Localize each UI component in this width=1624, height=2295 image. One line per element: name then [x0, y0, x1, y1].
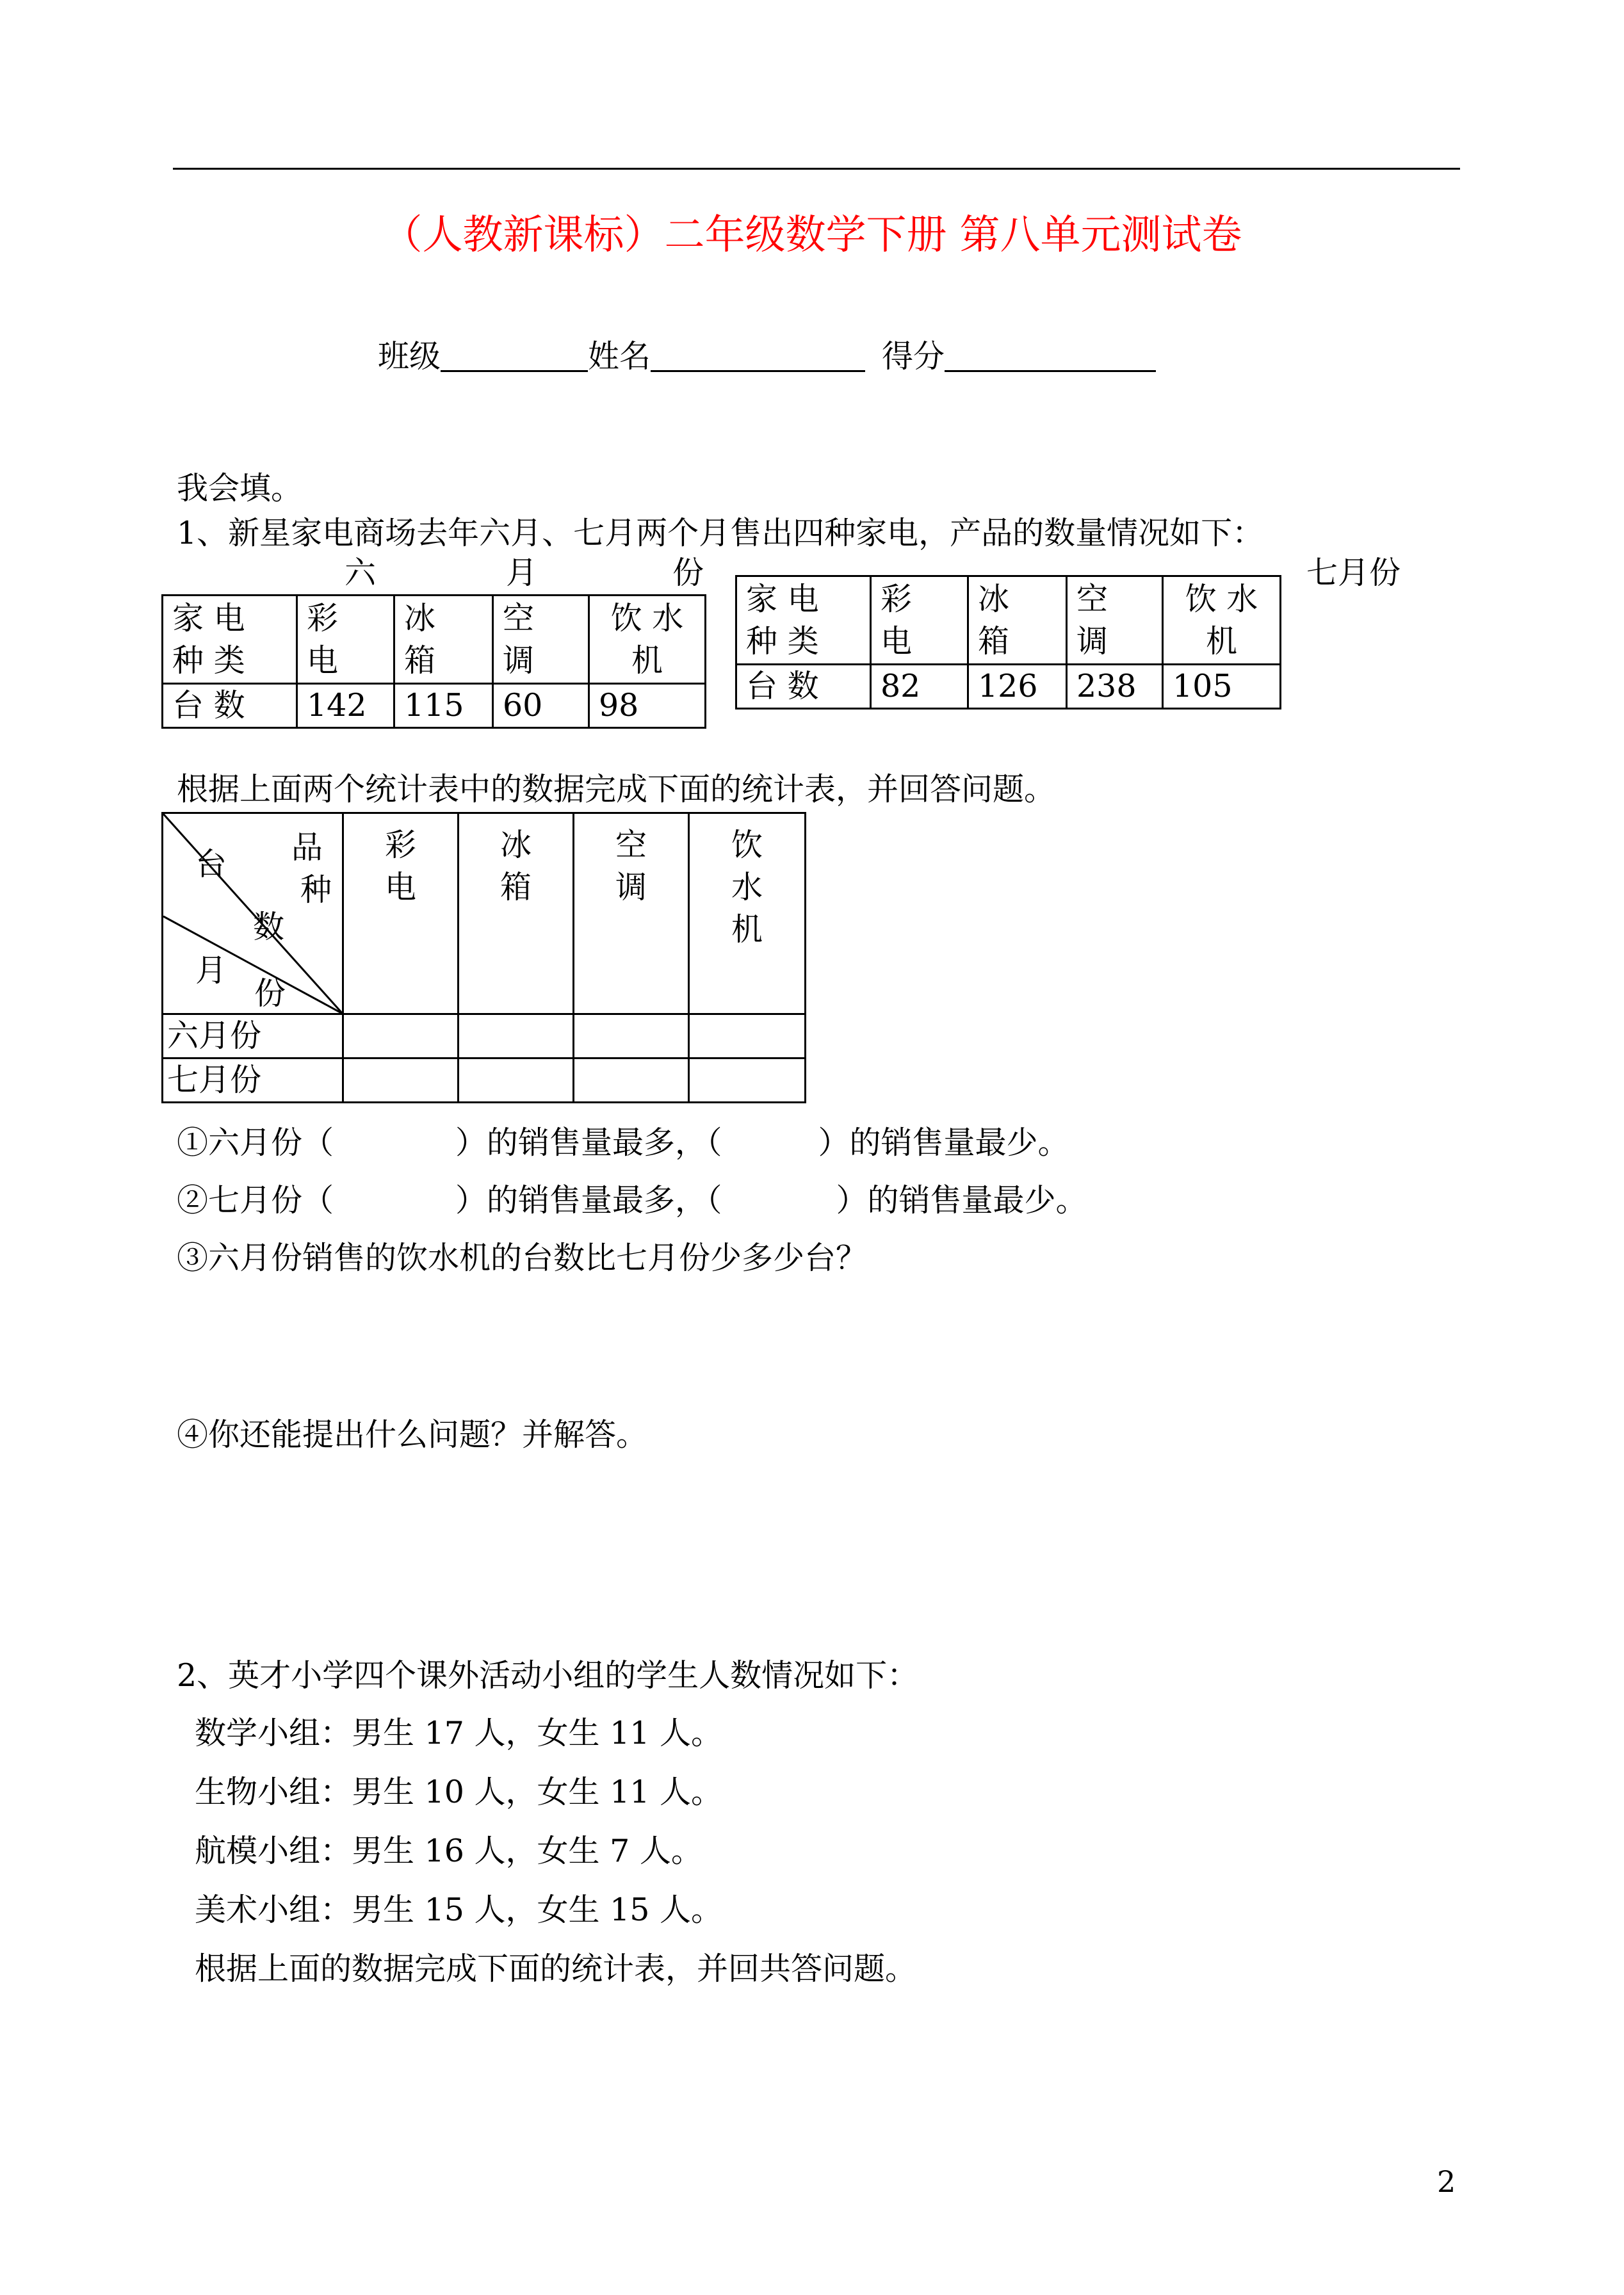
q2-text: 2、英才小学四个课外活动小组的学生人数情况如下：	[177, 1657, 919, 1694]
summary-cell-june-water-dispenser[interactable]	[689, 1014, 806, 1058]
q2-group-math: 数学小组：男生 17 人，女生 11 人。	[195, 1715, 723, 1751]
july-table	[735, 575, 1281, 710]
june-label-3: 份	[672, 555, 704, 591]
summary-header-fridge: 冰 箱	[459, 813, 574, 1014]
july-value-ac: 238	[1067, 665, 1163, 709]
june-value-ac: 60	[493, 684, 589, 728]
summary-table	[161, 812, 806, 1103]
q1-instruction: 根据上面两个统计表中的数据完成下面的统计表，并回答问题。	[177, 771, 1056, 807]
summary-cell-june-color-tv[interactable]	[343, 1014, 459, 1058]
june-label-1: 六	[345, 555, 377, 591]
july-header-category: 家 电 种 类	[736, 576, 871, 665]
july-header-water-dispenser: 饮 水 机	[1163, 576, 1281, 665]
name-label: 姓名	[588, 338, 651, 375]
july-header-row	[736, 576, 1281, 665]
june-value-water-dispenser: 98	[589, 684, 706, 728]
summary-cell-july-color-tv[interactable]	[343, 1058, 459, 1103]
summary-header-ac: 空 调	[574, 813, 689, 1014]
july-header-color-tv: 彩 电	[871, 576, 968, 665]
july-value-fridge: 126	[968, 665, 1067, 709]
june-header-fridge: 冰 箱	[394, 596, 493, 684]
summary-cell-july-ac[interactable]	[574, 1058, 689, 1103]
q1-sub3: ③六月份销售的饮水机的台数比七月份少多少台？	[177, 1240, 868, 1276]
corner-label-pin: 品	[291, 829, 323, 866]
june-header-row	[163, 596, 706, 684]
section-heading: 我会填。	[177, 470, 303, 507]
june-header-ac: 空 调	[493, 596, 589, 684]
corner-label-yue: 月	[195, 952, 227, 989]
july-value-row	[736, 665, 1281, 709]
header-rule	[173, 168, 1460, 170]
page-number: 2	[1437, 2164, 1456, 2199]
june-header-water-dispenser: 饮 水 机	[589, 596, 706, 684]
q2-group-art: 美术小组：男生 15 人，女生 15 人。	[195, 1892, 723, 1928]
q2-group-biology: 生物小组：男生 10 人，女生 11 人。	[195, 1774, 723, 1810]
summary-header-water-dispenser: 饮 水 机	[689, 813, 806, 1014]
corner-label-tai: 台	[195, 846, 227, 882]
q2-group-model: 航模小组：男生 16 人，女生 7 人。	[195, 1833, 702, 1869]
summary-cell-june-ac[interactable]	[574, 1014, 689, 1058]
corner-label-fen: 份	[254, 975, 286, 1012]
q1-sub1: ①六月份（ ）的销售量最多，（ ）的销售量最少。	[177, 1124, 1069, 1161]
june-row-label: 台 数	[163, 684, 297, 728]
june-header-color-tv: 彩 电	[297, 596, 394, 684]
summary-cell-july-fridge[interactable]	[459, 1058, 574, 1103]
summary-corner-cell	[163, 813, 343, 1014]
q2-instruction: 根据上面的数据完成下面的统计表，并回共答问题。	[195, 1950, 917, 1987]
june-value-color-tv: 142	[297, 684, 394, 728]
summary-row-label-july: 七月份	[163, 1058, 343, 1103]
q1-text: 1、新星家电商场去年六月、七月两个月售出四种家电，产品的数量情况如下：	[177, 515, 1264, 551]
june-table	[161, 594, 706, 729]
june-label-2: 月	[506, 555, 538, 591]
page-title: （人教新课标）二年级数学下册 第八单元测试卷	[382, 211, 1242, 258]
june-header-category: 家 电 种 类	[163, 596, 297, 684]
summary-row-label-june: 六月份	[163, 1014, 343, 1058]
june-value-row	[163, 684, 706, 728]
june-value-fridge: 115	[394, 684, 493, 728]
student-info-line	[378, 338, 1156, 375]
q1-sub2: ②七月份（ ）的销售量最多，（ ）的销售量最少。	[177, 1182, 1087, 1219]
q1-sub4: ④你还能提出什么问题？并解答。	[177, 1416, 648, 1453]
name-blank[interactable]	[651, 341, 865, 372]
class-blank[interactable]	[441, 341, 588, 372]
july-value-color-tv: 82	[871, 665, 968, 709]
summary-cell-june-fridge[interactable]	[459, 1014, 574, 1058]
summary-cell-july-water-dispenser[interactable]	[689, 1058, 806, 1103]
class-label: 班级	[378, 338, 441, 375]
july-label: 七月份	[1306, 555, 1401, 591]
summary-header-row	[163, 813, 806, 1014]
score-blank[interactable]	[945, 341, 1156, 372]
summary-row-july	[163, 1058, 806, 1103]
july-row-label: 台 数	[736, 665, 871, 709]
summary-header-color-tv: 彩 电	[343, 813, 459, 1014]
july-header-ac: 空 调	[1067, 576, 1163, 665]
july-value-water-dispenser: 105	[1163, 665, 1281, 709]
corner-label-shu: 数	[253, 909, 285, 945]
corner-label-zhong: 种	[300, 872, 332, 908]
score-label: 得分	[882, 338, 945, 375]
july-header-fridge: 冰 箱	[968, 576, 1067, 665]
summary-row-june	[163, 1014, 806, 1058]
